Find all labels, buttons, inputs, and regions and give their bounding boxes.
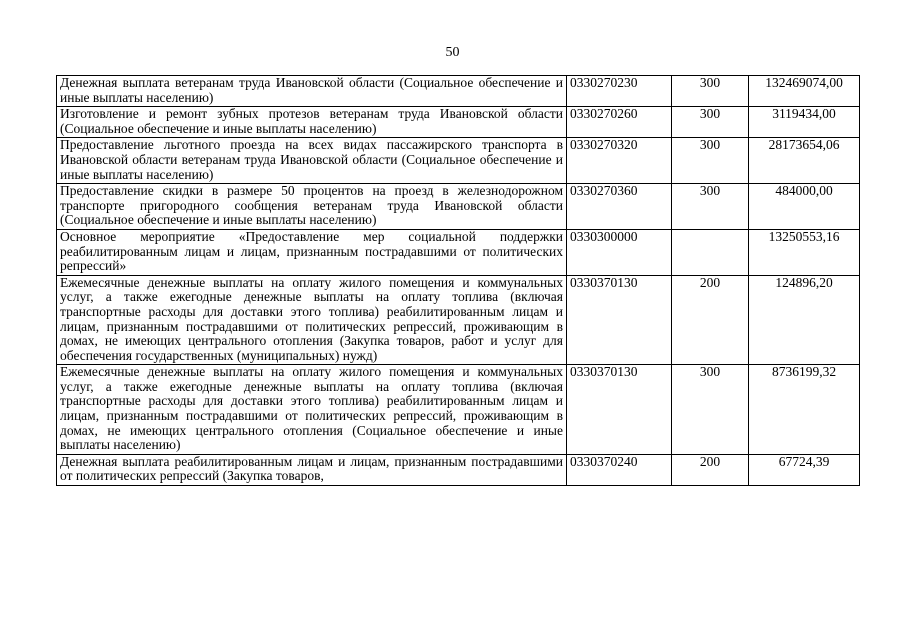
row-vr: 300 bbox=[672, 138, 749, 184]
row-description: Основное мероприятие «Предоставление мер социальной поддержки реабилитированным лицам и лицам, признанным пострадавшими от политических репрессий» bbox=[57, 229, 567, 275]
row-amount: 3119434,00 bbox=[749, 107, 860, 138]
row-amount: 28173654,06 bbox=[749, 138, 860, 184]
row-description: Предоставление скидки в размере 50 процентов на проезд в железнодорожном транспорте пригородного сообщения ветеранам труда Ивановской области (Социальное обеспечение и иные выплаты населению) bbox=[57, 184, 567, 230]
row-vr bbox=[672, 229, 749, 275]
row-vr: 200 bbox=[672, 454, 749, 485]
row-code: 0330300000 bbox=[567, 229, 672, 275]
row-description: Предоставление льготного проезда на всех видах пассажирского транспорта в Ивановской области ветеранам труда Ивановской области (Социальное обеспечение и иные выплаты населению) bbox=[57, 138, 567, 184]
table-row bbox=[57, 365, 860, 455]
row-code: 0330370130 bbox=[567, 275, 672, 365]
row-amount: 124896,20 bbox=[749, 275, 860, 365]
row-description: Денежная выплата реабилитированным лицам и лицам, признанным пострадавшими от политических репрессий (Закупка товаров, bbox=[57, 454, 567, 485]
row-vr: 300 bbox=[672, 184, 749, 230]
page-number: 50 bbox=[445, 45, 460, 60]
row-code: 0330270260 bbox=[567, 107, 672, 138]
row-amount: 484000,00 bbox=[749, 184, 860, 230]
row-code: 0330270320 bbox=[567, 138, 672, 184]
row-vr: 300 bbox=[672, 365, 749, 455]
row-amount: 132469074,00 bbox=[749, 76, 860, 107]
row-description: Изготовление и ремонт зубных протезов ветеранам труда Ивановской области (Социальное обеспечение и иные выплаты населению) bbox=[57, 107, 567, 138]
row-vr: 300 bbox=[672, 107, 749, 138]
row-vr: 200 bbox=[672, 275, 749, 365]
row-code: 0330370130 bbox=[567, 365, 672, 455]
row-description: Ежемесячные денежные выплаты на оплату жилого помещения и коммунальных услуг, а также ежегодные денежные выплаты на оплату топлива (включая транспортные расходы для доставки этого топлива) реабилитированным лицам и лицам, признанным пострадавшими от политических репрессий, проживающим в домах, не имеющих центрального отопления (Социальное обеспечение и иные выплаты населению) bbox=[57, 365, 567, 455]
row-code: 0330370240 bbox=[567, 454, 672, 485]
row-amount: 67724,39 bbox=[749, 454, 860, 485]
table-row bbox=[57, 454, 860, 485]
budget-table bbox=[56, 75, 860, 486]
table-row bbox=[57, 107, 860, 138]
row-description: Денежная выплата ветеранам труда Ивановской области (Социальное обеспечение и иные выплаты населению) bbox=[57, 76, 567, 107]
table-row bbox=[57, 229, 860, 275]
table-row bbox=[57, 184, 860, 230]
row-amount: 13250553,16 bbox=[749, 229, 860, 275]
row-vr: 300 bbox=[672, 76, 749, 107]
row-code: 0330270230 bbox=[567, 76, 672, 107]
table-row bbox=[57, 138, 860, 184]
row-description: Ежемесячные денежные выплаты на оплату жилого помещения и коммунальных услуг, а также ежегодные денежные выплаты на оплату топлива (включая транспортные расходы для доставки этого топлива) реабилитированным лицам и лицам, признанным пострадавшими от политических репрессий, проживающим в домах, не имеющих центрального отопления (Закупка товаров, работ и услуг для обеспечения государственных (муниципальных) нужд) bbox=[57, 275, 567, 365]
row-code: 0330270360 bbox=[567, 184, 672, 230]
table-row bbox=[57, 275, 860, 365]
row-amount: 8736199,32 bbox=[749, 365, 860, 455]
table-row bbox=[57, 76, 860, 107]
